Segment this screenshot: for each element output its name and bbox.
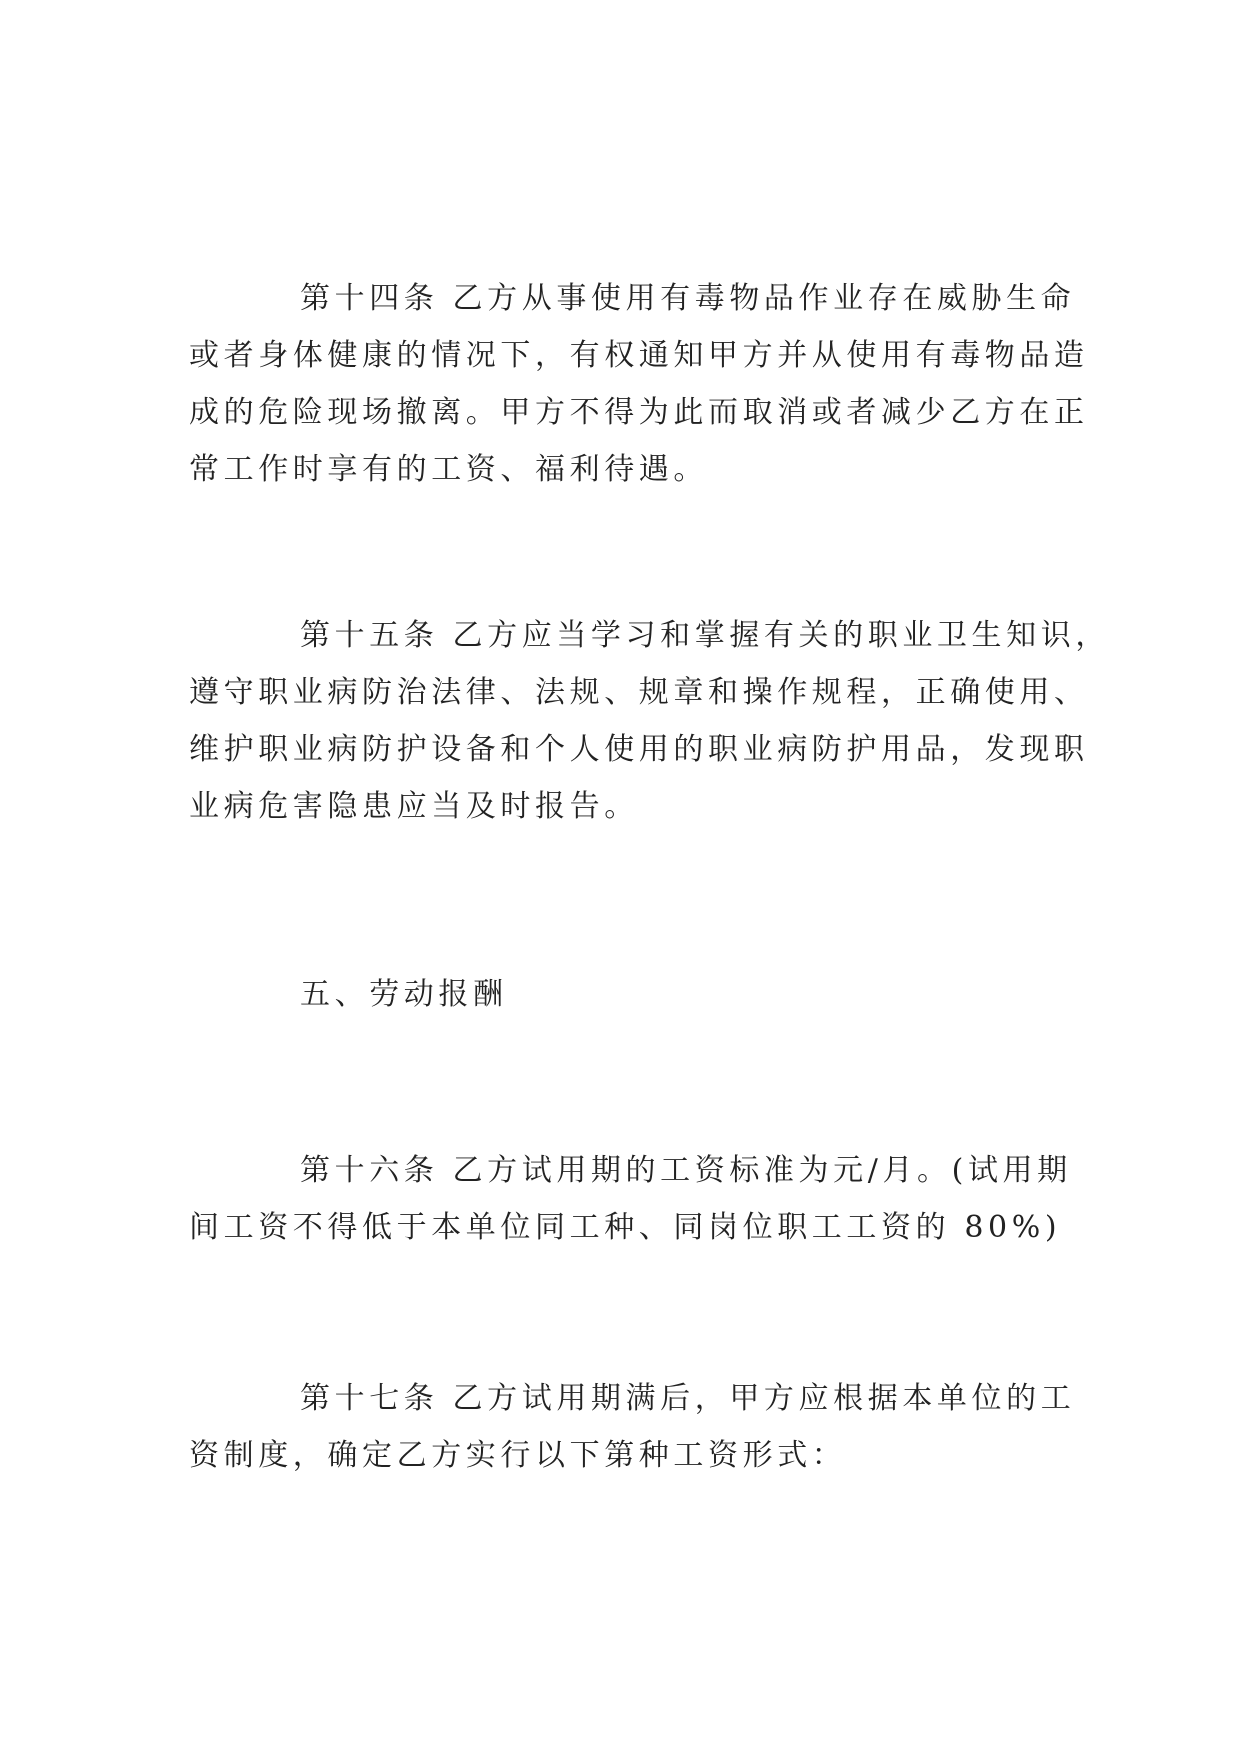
text-line: 常工作时享有的工资、福利待遇。 — [189, 452, 708, 487]
article-14-paragraph — [189, 270, 1089, 498]
section-heading-text: 五、劳动报酬 — [300, 977, 508, 1012]
text-line: 间工资不得低于本单位同工种、同岗位职工工资的 80%) — [189, 1210, 1062, 1245]
text-line: 第十七条 乙方试用期满后，甲方应根据本单位的工 — [300, 1381, 1076, 1416]
text-line: 或者身体健康的情况下，有权通知甲方并从使用有毒物品造 — [189, 338, 1089, 373]
text-line: 第十四条 乙方从事使用有毒物品作业存在威胁生命 — [300, 281, 1076, 316]
article-15-paragraph — [189, 607, 1110, 835]
article-17-paragraph — [189, 1370, 1076, 1484]
text-line: 业病危害隐患应当及时报告。 — [189, 789, 639, 824]
text-line: 资制度，确定乙方实行以下第种工资形式： — [189, 1438, 847, 1473]
article-16-paragraph — [189, 1142, 1072, 1256]
text-line: 成的危险现场撤离。甲方不得为此而取消或者减少乙方在正 — [189, 395, 1089, 430]
text-line: 维护职业病防护设备和个人使用的职业病防护用品，发现职 — [189, 732, 1089, 767]
text-line: 第十六条 乙方试用期的工资标准为元/月。(试用期 — [300, 1153, 1072, 1188]
text-line: 遵守职业病防治法律、法规、规章和操作规程，正确使用、 — [189, 675, 1089, 710]
section-5-heading — [189, 966, 1069, 1023]
text-line: 第十五条 乙方应当学习和掌握有关的职业卫生知识， — [300, 618, 1110, 653]
